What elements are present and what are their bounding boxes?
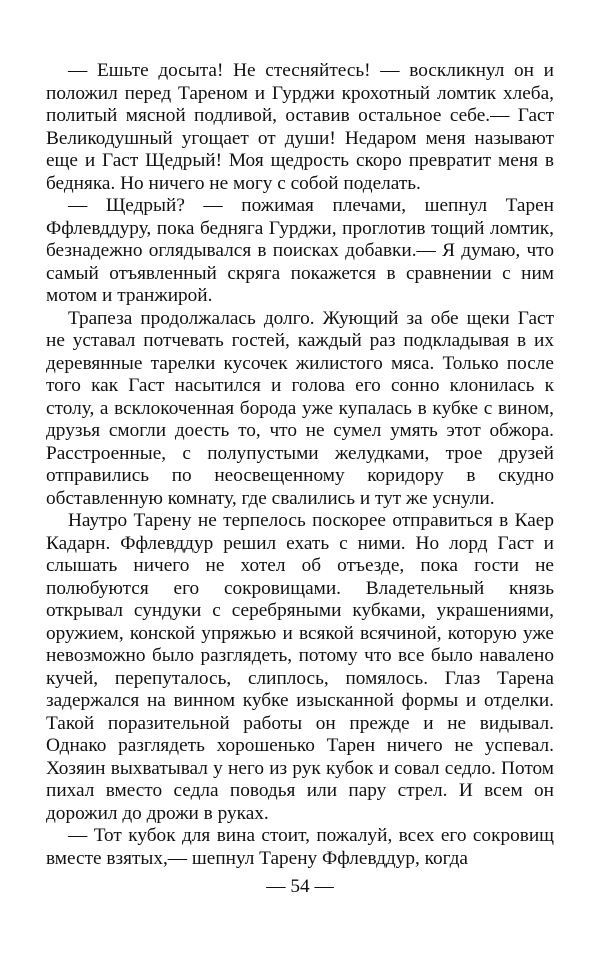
paragraph-3: Трапеза продолжалась долго. Жующий за обе щеки Гаст не уставал потчевать гостей, каждый раз подкладывая в их деревянные тарелки кусочек жилистого мяса. Только после того как Гаст насытился и голова его сонно клонилась к столу, а всклокоченная борода уже купалась в кубке с вином, друзья смогли доесть то, что не сумел умять этот обжора. Расстроенные, с полупустыми желудками, трое друзей отправились по неосвещенному коридору в скудно обставленную комнату, где свалились и тут же уснули. [46, 307, 554, 509]
paragraph-5: — Тот кубок для вина стоит, пожалуй, всех его сокровищ вместе взятых,— шепнул Тарену Ффлевддур, когда [46, 825, 554, 869]
paragraph-4: Наутро Тарену не терпелось поскорее отправиться в Каер Кадарн. Ффлевддур решил ехать с ними. Но лорд Гаст и слышать ничего не хотел об отъезде, пока гости не полюбуются его сокровищами. Владетельный князь открывал сундуки с серебряными кубками, украшениями, оружием, конской упряжью и всякой всячиной, которую уже невозможно было разглядеть, потому что все было навалено кучей, перепуталось, слиплось, помялось. Глаз Тарена задержался на винном кубке изысканной формы и отделки. Такой поразительной работы он прежде и не видывал. Однако разглядеть хорошенько Тарен ничего не успевал. Хозяин выхватывал у него из рук кубок и совал седло. Потом пихал вместо седла поводья или пару стрел. И всем он дорожил до дрожи в руках. [46, 510, 554, 824]
text-body [46, 60, 554, 870]
paragraph-2: — Щедрый? — пожимая плечами, шепнул Тарен Ффлевддуру, пока бедняга Гурджи, проглотив тощий ломтик, безнадежно оглядывался в поисках добавки.— Я думаю, что самый отъявленный скряга покажется в сравнении с ним мотом и транжирой. [46, 195, 554, 306]
page-number: — 54 — [266, 876, 334, 897]
paragraph-1: — Ешьте досыта! Не стесняйтесь! — воскликнул он и положил перед Тареном и Гурджи крохотный ломтик хлеба, политый мясной подливой, оставив остальное себе.— Гаст Великодушный угощает от души! Недаром меня называют еще и Гаст Щедрый! Моя щедрость скоро превратит меня в бедняка. Но ничего не могу с собой поделать. [46, 60, 554, 194]
